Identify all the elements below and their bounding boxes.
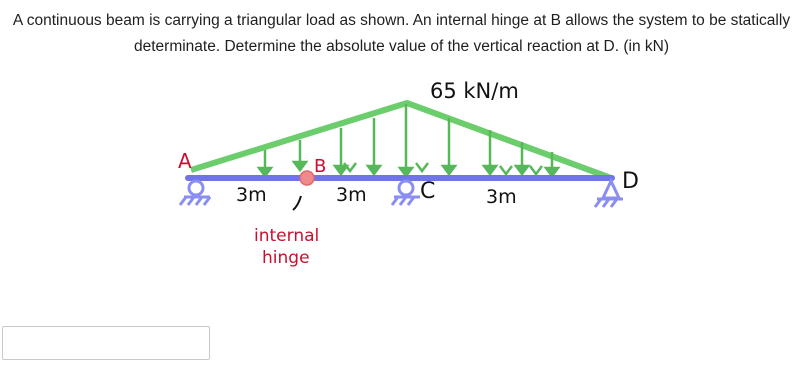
label-c: C [420,179,436,204]
span-cd-label: 3m [486,186,517,208]
hinge-note-line-1: internal [254,226,320,246]
question-line-1: A continuous beam is carrying a triangular load as shown. An internal hinge at B allows the system to be statically [12,12,791,29]
answer-input[interactable] [2,326,210,360]
label-d: D [622,169,639,194]
hinge-pointer [293,196,301,210]
hinge-note-line-2: hinge [262,248,310,268]
internal-hinge-b [300,171,314,185]
label-a: A [178,149,192,173]
load-intensity-label: 65 kN/m [430,79,519,103]
span-ab-label: 3m [236,184,267,206]
support-c [392,181,420,205]
label-b: B [314,156,327,177]
support-a [180,181,210,205]
question-line-2: determinate. Determine the absolute value of the vertical reaction at D. (in kN) [133,38,669,55]
support-d [595,181,623,207]
span-bc-label: 3m [336,184,367,206]
